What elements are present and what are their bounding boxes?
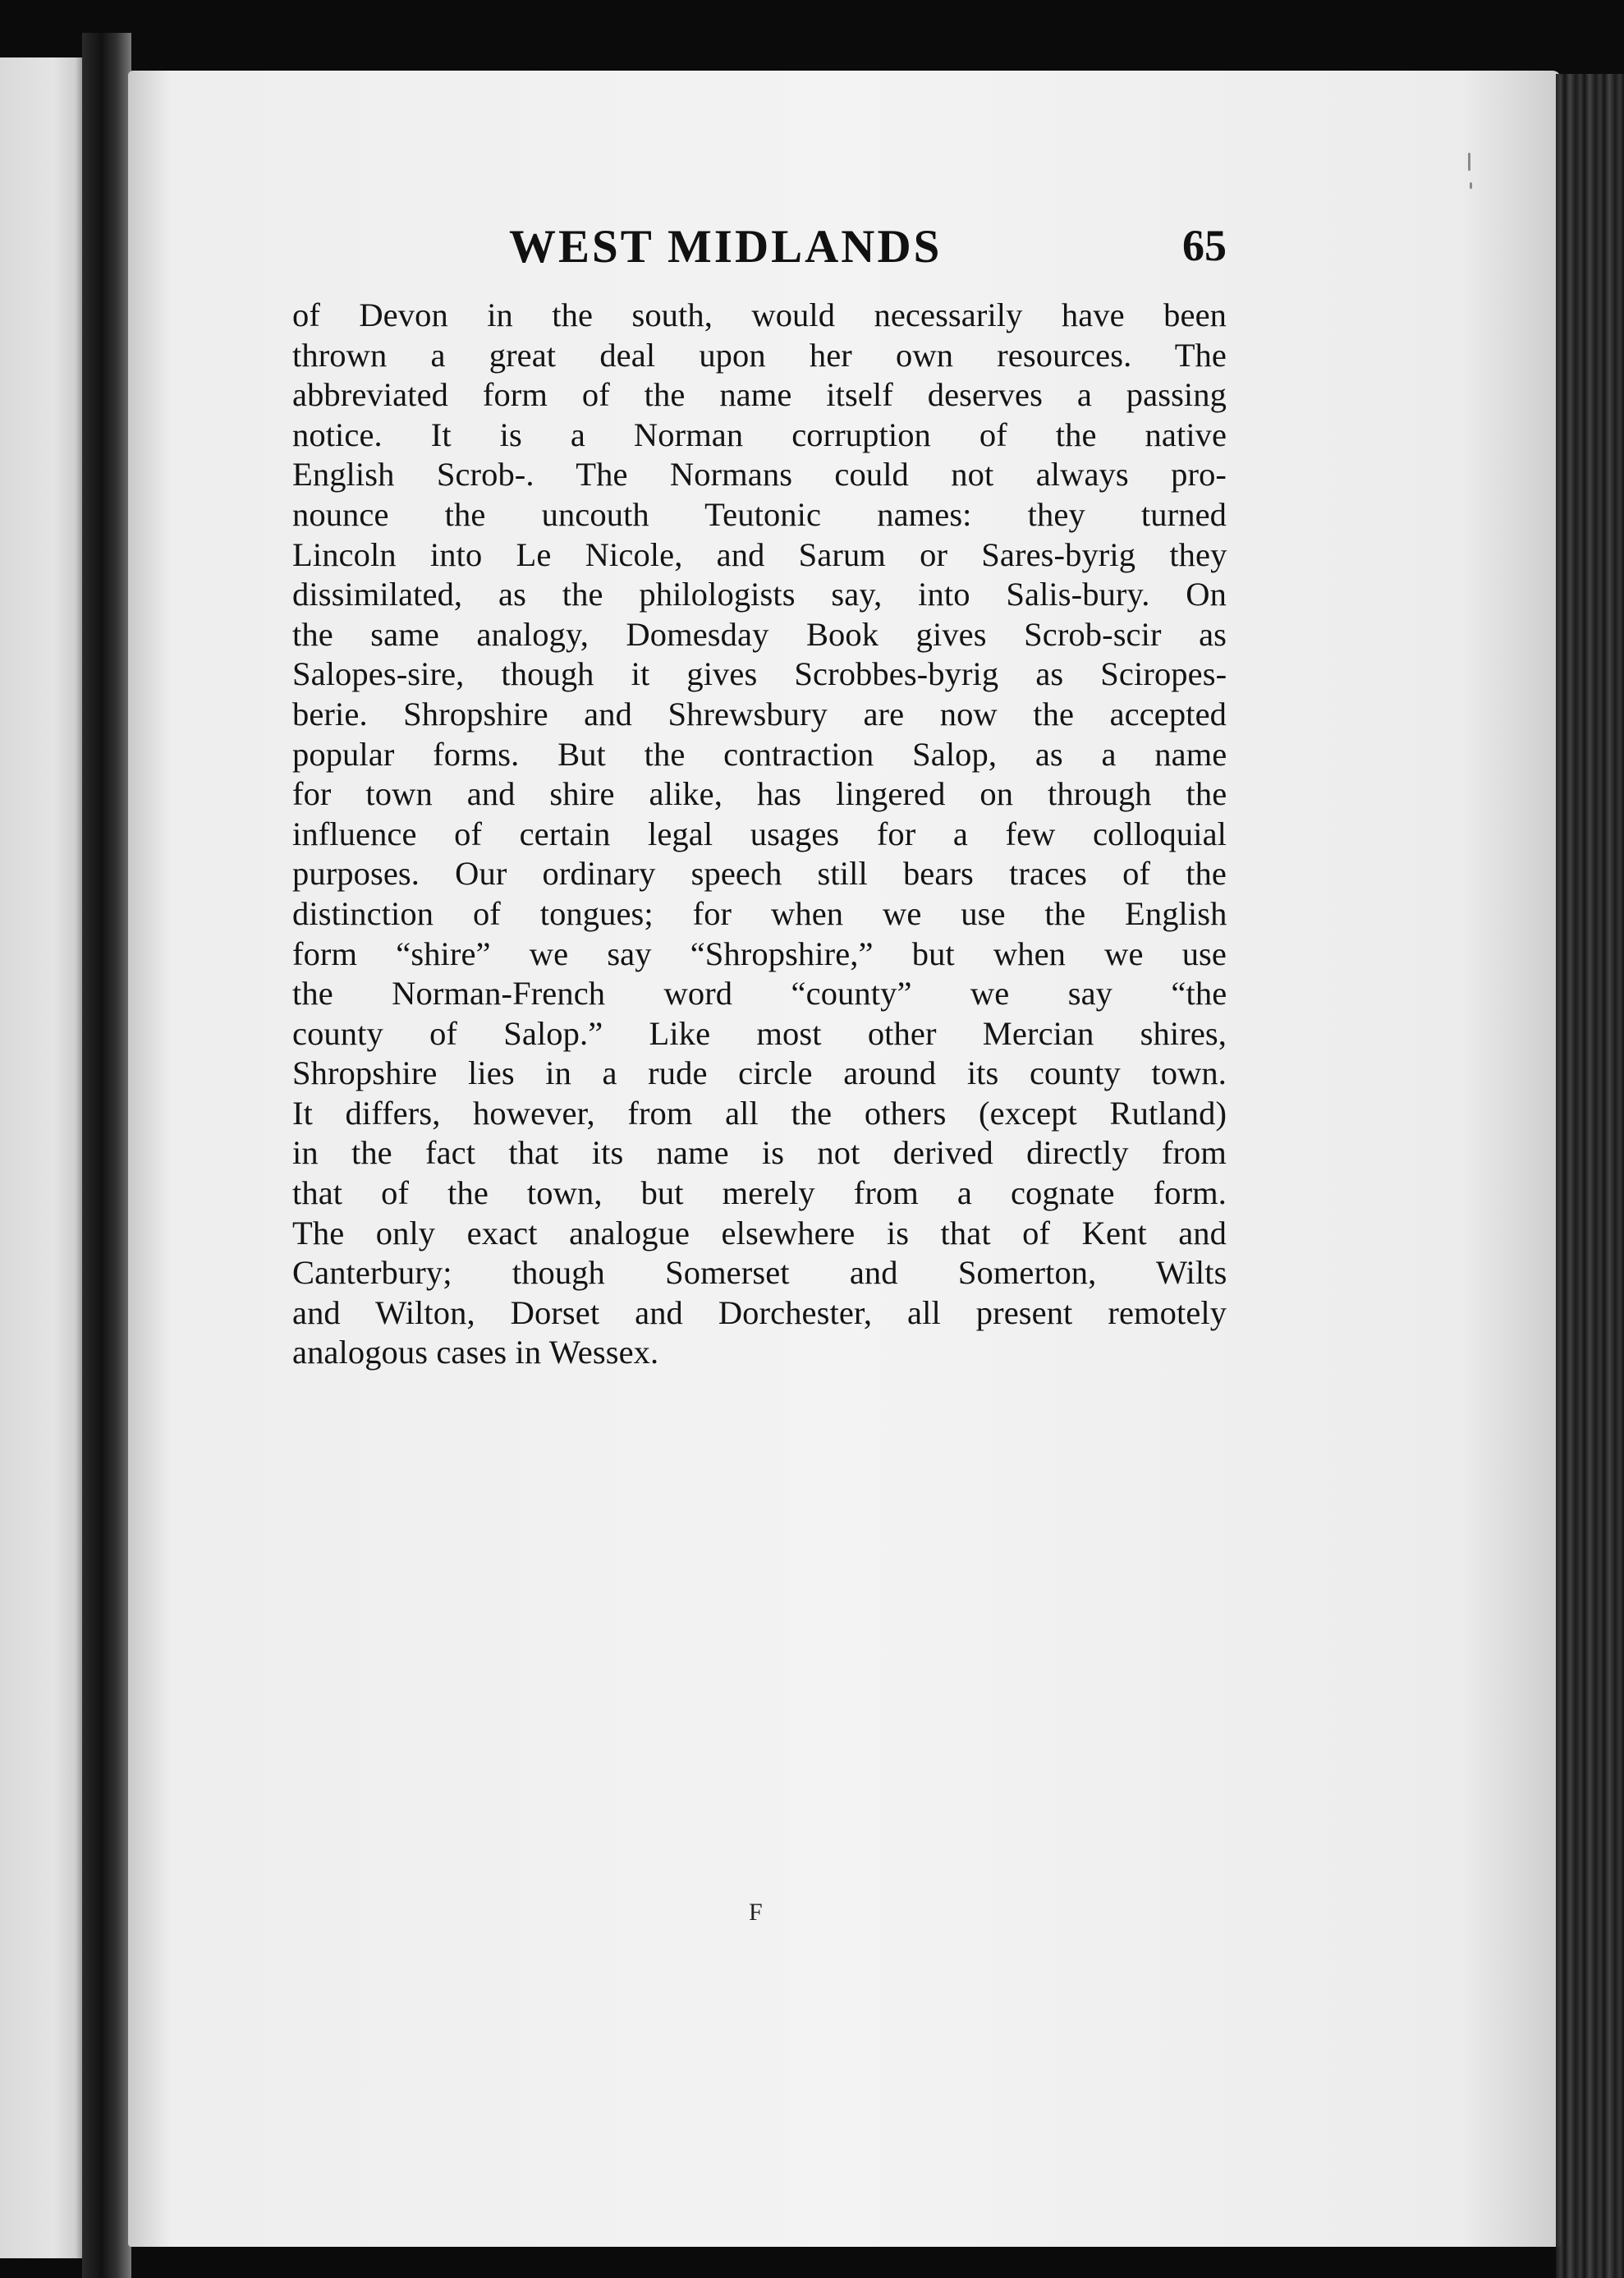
facing-page-edge: [0, 57, 89, 2258]
text-line: popular forms. But the contraction Salop, as a name: [292, 735, 1227, 773]
text-line: berie. Shropshire and Shrewsbury are now the accepted: [292, 695, 1227, 733]
page-number: 65: [1182, 221, 1227, 270]
text-line: form “shire” we say “Shropshire,” but when we use: [292, 935, 1227, 972]
text-line: nounce the uncouth Teutonic names: they turned: [292, 495, 1227, 533]
text-line: for town and shire alike, has lingered on through the: [292, 775, 1227, 813]
text-line: thrown a great deal upon her own resources. The: [292, 336, 1227, 374]
text-line: the same analogy, Domesday Book gives Scrob-scir as: [292, 615, 1227, 653]
signature-mark: F: [749, 1899, 763, 1926]
body-text: [292, 296, 1227, 1373]
scan-speck: [1470, 182, 1472, 189]
text-line: distinction of tongues; for when we use the English: [292, 894, 1227, 932]
text-line: Shropshire lies in a rude circle around its county town.: [292, 1054, 1227, 1092]
scan-speck: [1468, 153, 1470, 171]
text-line: Canterbury; though Somerset and Somerton, Wilts: [292, 1254, 1227, 1292]
text-line: abbreviated form of the name itself deserves a passing: [292, 376, 1227, 414]
text-line: dissimilated, as the philologists say, into Salis-bury. On: [292, 576, 1227, 613]
text-line: Lincoln into Le Nicole, and Sarum or Sares-byrig they: [292, 535, 1227, 573]
text-line: Salopes-sire, though it gives Scrobbes-byrig as Sciropes-: [292, 655, 1227, 693]
running-head: [509, 220, 1227, 278]
text-line: analogous cases in Wessex.: [292, 1334, 659, 1371]
text-line: in the fact that its name is not derived directly from: [292, 1134, 1227, 1172]
text-line: purposes. Our ordinary speech still bears traces of the: [292, 855, 1227, 893]
text-line: and Wilton, Dorset and Dorchester, all present remotely: [292, 1293, 1227, 1331]
text-line: that of the town, but merely from a cognate form.: [292, 1174, 1227, 1212]
page-stack-edge: [1556, 74, 1624, 2278]
text-line: English Scrob-. The Normans could not always pro-: [292, 456, 1227, 494]
text-line: It differs, however, from all the others (except Rutland): [292, 1094, 1227, 1132]
text-line: The only exact analogue elsewhere is that of Kent and: [292, 1214, 1227, 1252]
book-gutter: [82, 33, 131, 2278]
text-line: notice. It is a Norman corruption of the native: [292, 416, 1227, 453]
text-line: influence of certain legal usages for a few colloquial: [292, 815, 1227, 852]
text-line: of Devon in the south, would necessarily have been: [292, 296, 1227, 333]
text-line: the Norman-French word “county” we say “the: [292, 975, 1227, 1013]
running-title: WEST MIDLANDS: [509, 221, 943, 273]
text-line: county of Salop.” Like most other Mercian shires,: [292, 1014, 1227, 1052]
